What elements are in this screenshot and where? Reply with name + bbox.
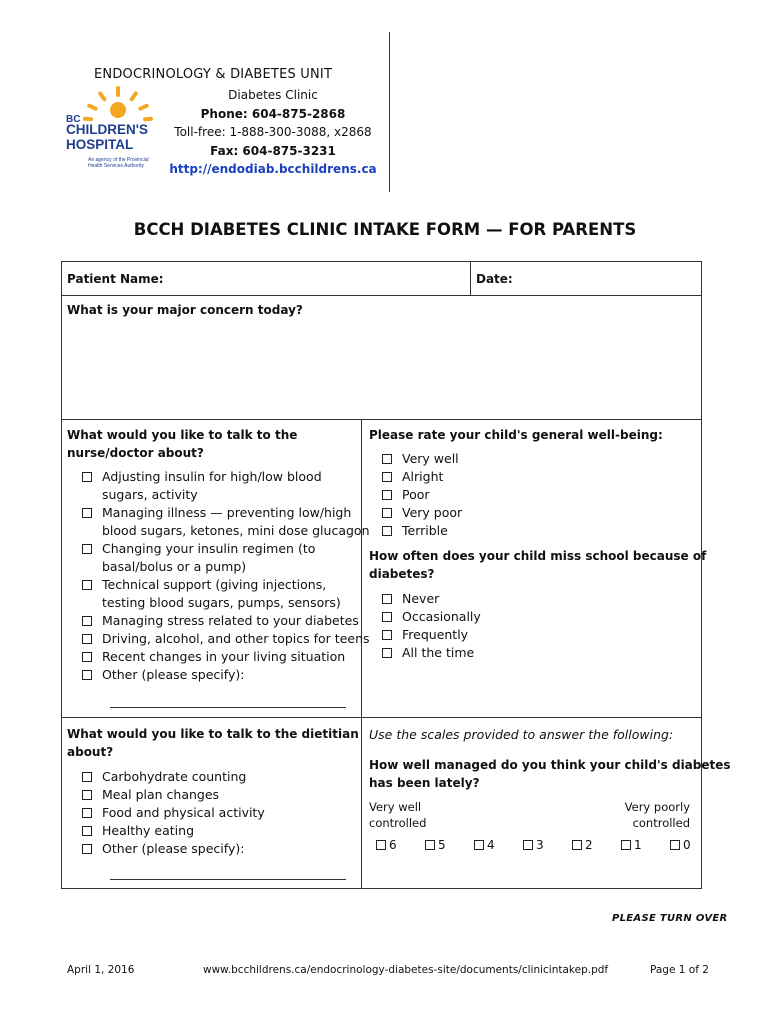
footer-date: April 1, 2016 (67, 964, 135, 976)
school-options (380, 590, 481, 662)
scales-instruction: Use the scales provided to answer the following: (369, 727, 674, 742)
footer-page-number: Page 1 of 2 (650, 964, 709, 976)
clinic-fax: Fax: 604-875-3231 (210, 143, 336, 158)
checkbox[interactable] (382, 630, 392, 640)
dietitian-question: What would you like to talk to the dietitian (67, 727, 359, 741)
option-managing-stress[interactable]: Managing stress related to your diabetes (80, 612, 370, 630)
scale-option-2[interactable]: 2 (572, 838, 593, 852)
option-very-well[interactable]: Very well (380, 450, 462, 468)
checkbox[interactable] (376, 840, 386, 850)
option-alright[interactable]: Alright (380, 468, 462, 486)
svg-text:HOSPITAL: HOSPITAL (66, 137, 134, 152)
checkbox[interactable] (382, 594, 392, 604)
option-healthy-eating[interactable]: Healthy eating (80, 822, 265, 840)
clinic-toll-free: Toll-free: 1-888-300-3088, x2868 (174, 125, 372, 139)
wellbeing-options (380, 450, 462, 540)
checkbox[interactable] (382, 472, 392, 482)
checkbox[interactable] (523, 840, 533, 850)
date-label: Date: (476, 272, 513, 286)
checkbox[interactable] (82, 670, 92, 680)
option-frequently[interactable]: Frequently (380, 626, 481, 644)
svg-text:CHILDREN'S: CHILDREN'S (66, 122, 148, 137)
clinic-name: Diabetes Clinic (228, 88, 318, 102)
option-living-situation[interactable]: Recent changes in your living situation (80, 648, 370, 666)
svg-text:An agency of the Provincial: An agency of the Provincial (88, 157, 149, 163)
checkbox[interactable] (382, 454, 392, 464)
col-divider (470, 261, 471, 295)
checkbox[interactable] (82, 508, 92, 518)
option-poor[interactable]: Poor (380, 486, 462, 504)
patient-name-label: Patient Name: (67, 272, 164, 286)
school-question: How often does your child miss school because of (369, 549, 707, 563)
scale-question: How well managed do you think your child's diabetes (369, 758, 731, 772)
checkbox[interactable] (382, 508, 392, 518)
footer-url[interactable]: www.bcchildrens.ca/endocrinology-diabetes-site/documents/clinicintakep.pdf (203, 964, 609, 976)
checkbox[interactable] (82, 580, 92, 590)
option-carb-counting[interactable]: Carbohydrate counting (80, 768, 265, 786)
sun-logo-icon (66, 86, 166, 172)
checkbox[interactable] (382, 648, 392, 658)
scale-right-anchor: controlled (632, 816, 690, 830)
checkbox[interactable] (82, 844, 92, 854)
option-technical-support[interactable]: Technical support (giving injections, testing blood sugars, pumps, sensors) (80, 576, 370, 612)
clinic-contact (160, 86, 386, 179)
checkbox[interactable] (82, 826, 92, 836)
clinic-url-link[interactable]: http://endodiab.bcchildrens.ca (169, 162, 377, 176)
dietitian-options (80, 768, 265, 858)
scale-option-0[interactable]: 0 (670, 838, 691, 852)
checkbox[interactable] (670, 840, 680, 850)
clinic-phone: Phone: 604-875-2868 (200, 106, 346, 121)
scale-left-anchor: Very well (369, 800, 422, 814)
wellbeing-question: Please rate your child's general well-being: (369, 428, 663, 442)
option-teen-topics[interactable]: Driving, alcohol, and other topics for teens (80, 630, 370, 648)
scale-option-6[interactable]: 6 (376, 838, 397, 852)
option-occasionally[interactable]: Occasionally (380, 608, 481, 626)
checkbox[interactable] (382, 526, 392, 536)
option-changing-regimen[interactable]: Changing your insulin regimen (to basal/bolus or a pump) (80, 540, 370, 576)
row-divider (61, 717, 702, 718)
checkbox[interactable] (82, 772, 92, 782)
header-divider (389, 32, 390, 192)
option-never[interactable]: Never (380, 590, 481, 608)
checkbox[interactable] (382, 490, 392, 500)
form-title: BCCH DIABETES CLINIC INTAKE FORM — FOR PARENTS (133, 220, 637, 239)
option-other[interactable]: Other (please specify): (80, 666, 370, 684)
option-managing-illness[interactable]: Managing illness — preventing low/high blood sugars, ketones, mini dose glucagon (80, 504, 370, 540)
nurse-doctor-question: What would you like to talk to the (67, 428, 298, 442)
scale-right-anchor: Very poorly (624, 800, 690, 814)
nurse-doctor-question: nurse/doctor about? (67, 446, 204, 460)
checkbox[interactable] (572, 840, 582, 850)
option-dietitian-other[interactable]: Other (please specify): (80, 840, 265, 858)
checkbox[interactable] (82, 634, 92, 644)
checkbox[interactable] (382, 612, 392, 622)
option-food-activity[interactable]: Food and physical activity (80, 804, 265, 822)
other-specify-line[interactable] (110, 707, 346, 708)
scale-question: has been lately? (369, 776, 480, 790)
option-all-the-time[interactable]: All the time (380, 644, 481, 662)
scale-option-5[interactable]: 5 (425, 838, 446, 852)
nurse-doctor-options (80, 468, 370, 684)
checkbox[interactable] (82, 808, 92, 818)
checkbox[interactable] (82, 616, 92, 626)
scale-left-anchor: controlled (369, 816, 427, 830)
scale-option-3[interactable]: 3 (523, 838, 544, 852)
checkbox[interactable] (474, 840, 484, 850)
option-adjusting-insulin[interactable]: Adjusting insulin for high/low blood sugars, activity (80, 468, 370, 504)
school-question: diabetes? (369, 567, 435, 581)
row-divider (61, 295, 702, 296)
checkbox[interactable] (82, 652, 92, 662)
bc-childrens-hospital-logo (66, 86, 166, 172)
major-concern-label: What is your major concern today? (67, 303, 303, 317)
svg-text:BC: BC (66, 114, 81, 125)
checkbox[interactable] (82, 472, 92, 482)
please-turn-over: PLEASE TURN OVER (612, 913, 728, 924)
svg-text:Health Services Authority: Health Services Authority (88, 163, 144, 169)
row-divider (61, 419, 702, 420)
option-meal-plan[interactable]: Meal plan changes (80, 786, 265, 804)
checkbox[interactable] (425, 840, 435, 850)
checkbox[interactable] (82, 544, 92, 554)
scale-option-4[interactable]: 4 (474, 838, 495, 852)
unit-title: ENDOCRINOLOGY & DIABETES UNIT (94, 67, 333, 82)
scale-option-1[interactable]: 1 (621, 838, 642, 852)
dietitian-other-line[interactable] (110, 879, 346, 880)
dietitian-question: about? (67, 745, 114, 759)
checkbox[interactable] (82, 790, 92, 800)
option-terrible[interactable]: Terrible (380, 522, 462, 540)
option-very-poor[interactable]: Very poor (380, 504, 462, 522)
checkbox[interactable] (621, 840, 631, 850)
